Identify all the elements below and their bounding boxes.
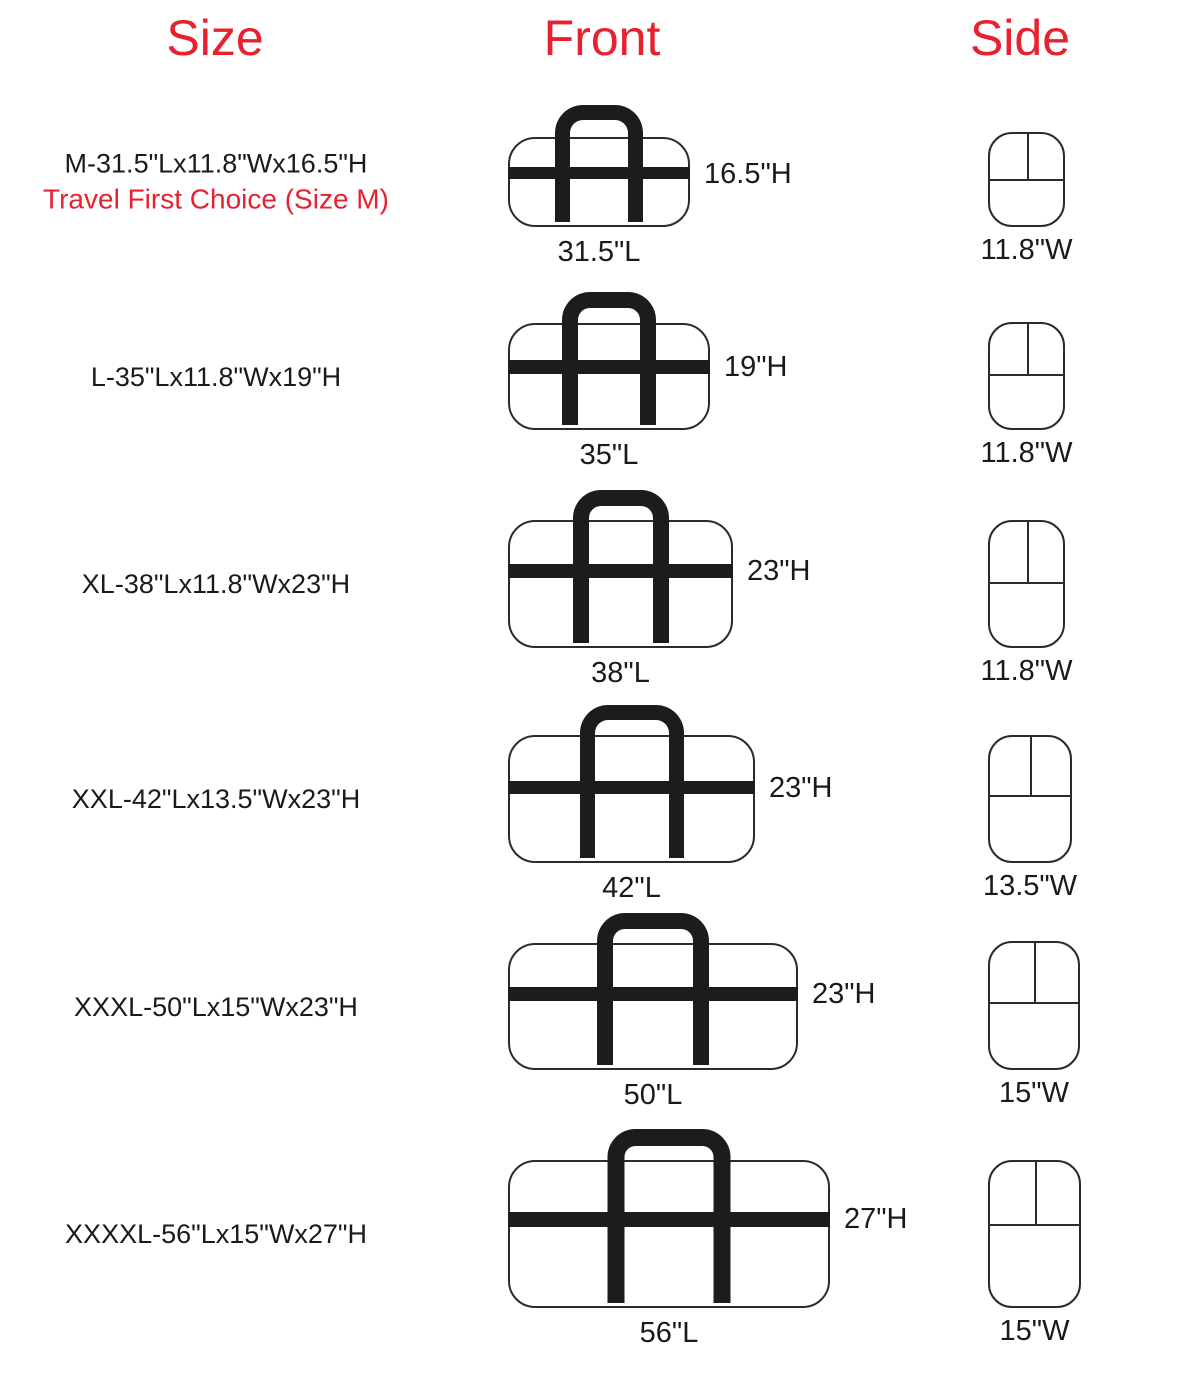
height-label: 27"H: [844, 1203, 908, 1236]
duffel-side-view: [980, 132, 1073, 266]
width-label: 15"W: [999, 1077, 1069, 1109]
side-body-outline: [988, 1160, 1081, 1308]
size-text-block: [0, 1216, 432, 1252]
side-body-outline: [988, 520, 1065, 648]
bag-handle: [555, 105, 643, 222]
size-label: L-35"Lx11.8"Wx19"H: [90, 361, 342, 392]
size-label: XXL-42"Lx13.5"Wx23"H: [71, 783, 361, 814]
width-label: 11.8"W: [980, 655, 1073, 687]
size-label: XXXXL-56"Lx15"Wx27"H: [65, 1218, 367, 1249]
bag-handle: [608, 1129, 731, 1303]
duffel-side-view: [988, 941, 1080, 1109]
length-label: 31.5"L: [557, 236, 641, 268]
duffel-front-view: [508, 705, 833, 904]
size-text-block: [0, 988, 432, 1024]
height-label: 23"H: [747, 555, 811, 588]
bag-handle: [573, 490, 669, 643]
side-vertical-line: [1027, 324, 1029, 374]
size-text-block: [0, 781, 432, 817]
side-body-outline: [988, 735, 1072, 863]
bag-handle: [562, 292, 656, 425]
size-text-block: [0, 566, 432, 602]
duffel-front-view: [508, 490, 811, 689]
column-header-front: Front: [543, 10, 661, 66]
duffel-front-view: [508, 1129, 908, 1349]
size-note: Travel First Choice (Size M): [43, 184, 389, 216]
column-header-side: Side: [969, 10, 1071, 66]
side-vertical-line: [1035, 1162, 1037, 1224]
duffel-side-view: [988, 1160, 1081, 1347]
height-label: 23"H: [769, 771, 833, 804]
duffel-side-view: [980, 520, 1073, 687]
duffel-front-view: [508, 913, 876, 1111]
side-body-outline: [988, 941, 1080, 1070]
duffel-side-view: [982, 735, 1078, 902]
duffel-front-view: [508, 292, 788, 471]
width-label: 11.8"W: [980, 234, 1073, 266]
length-label: 38"L: [591, 657, 650, 689]
width-label: 15"W: [999, 1315, 1070, 1347]
side-vertical-line: [1027, 522, 1029, 582]
side-body-outline: [988, 132, 1065, 227]
side-horizontal-line: [989, 374, 1064, 376]
width-label: 13.5"W: [982, 870, 1078, 902]
side-horizontal-line: [989, 1224, 1080, 1226]
duffel-front-view: [508, 105, 792, 268]
side-vertical-line: [1034, 943, 1036, 1002]
size-text-block: [0, 358, 432, 394]
side-horizontal-line: [989, 795, 1071, 797]
side-horizontal-line: [989, 179, 1064, 181]
column-header-size: Size: [166, 10, 264, 66]
side-vertical-line: [1027, 134, 1029, 179]
size-label: XL-38"Lx11.8"Wx23"H: [81, 568, 351, 599]
bag-handle: [580, 705, 684, 858]
height-label: 19"H: [724, 351, 788, 384]
duffel-side-view: [980, 322, 1073, 469]
height-label: 16.5"H: [704, 157, 792, 190]
size-text-block: [0, 146, 432, 219]
size-label: XXXL-50"Lx15"Wx23"H: [74, 991, 358, 1022]
size-label: M-31.5"Lx11.8"Wx16.5"H: [64, 148, 368, 179]
length-label: 50"L: [623, 1079, 683, 1111]
side-horizontal-line: [989, 1002, 1079, 1004]
length-label: 35"L: [579, 439, 639, 471]
bag-handle: [597, 913, 709, 1065]
length-label: 56"L: [639, 1317, 699, 1349]
side-vertical-line: [1030, 737, 1032, 795]
side-body-outline: [988, 322, 1065, 430]
length-label: 42"L: [602, 872, 661, 904]
side-horizontal-line: [989, 582, 1064, 584]
height-label: 23"H: [812, 977, 876, 1010]
width-label: 11.8"W: [980, 437, 1073, 469]
